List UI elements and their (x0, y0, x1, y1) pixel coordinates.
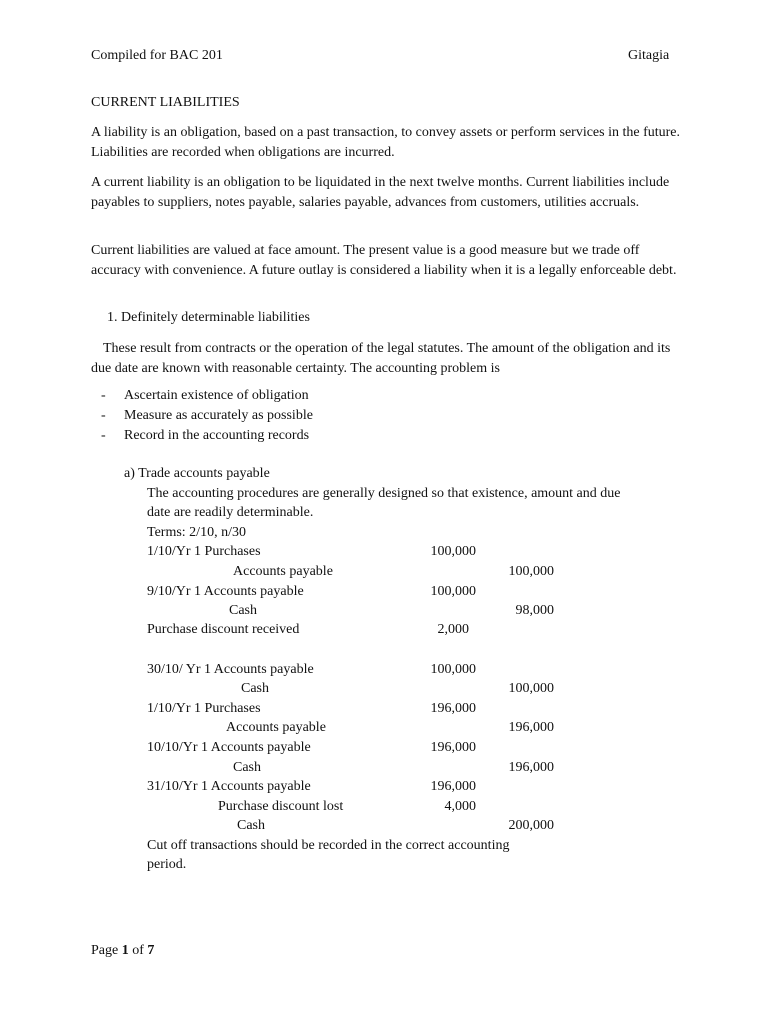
bullet-dash: - (101, 428, 106, 443)
bullet-dash: - (101, 388, 106, 403)
page-number (91, 943, 154, 959)
page-prefix: Page (91, 943, 122, 958)
journal-label: Accounts payable (226, 720, 326, 735)
journal-label: Accounts payable (233, 564, 333, 579)
journal-debit: 196,000 (430, 779, 476, 794)
journal-credit: 100,000 (508, 564, 554, 579)
journal-label: Purchase discount received (147, 622, 300, 637)
list-item: Measure as accurately as possible (124, 408, 313, 423)
bullet-dash: - (101, 408, 106, 423)
journal-debit: 100,000 (430, 544, 476, 559)
journal-debit: 196,000 (430, 740, 476, 755)
journal-label: Cash (237, 818, 265, 833)
journal-label: 1/10/Yr 1 Purchases (147, 701, 261, 716)
journal-label: 31/10/Yr 1 Accounts payable (147, 779, 311, 794)
page-mid: of (128, 943, 148, 958)
header-left: Compiled for BAC 201 (91, 48, 223, 63)
page-title: CURRENT LIABILITIES (91, 95, 240, 110)
subsection-text-line1: The accounting procedures are generally designed so that existence, amount and due (147, 486, 621, 501)
journal-credit: 196,000 (508, 720, 554, 735)
journal-debit: 4,000 (444, 799, 476, 814)
subsection-text-line2: date are readily determinable. (147, 505, 314, 520)
paragraph-valuation: Current liabilities are valued at face amount. The present value is a good measure but we trade off accuracy with convenience. A future outlay is considered a liability when it is a legally enforceable debt. (91, 243, 677, 278)
journal-label: 30/10/ Yr 1 Accounts payable (147, 662, 314, 677)
header-right: Gitagia (628, 48, 670, 63)
closing-text-line2: period. (147, 857, 187, 872)
journal-credit: 200,000 (508, 818, 554, 833)
list-item: Ascertain existence of obligation (124, 388, 309, 403)
journal-credit: 100,000 (508, 681, 554, 696)
journal-label: Cash (229, 603, 257, 618)
journal-debit: 2,000 (437, 622, 469, 637)
journal-label: Cash (241, 681, 269, 696)
page-current: 1 (121, 943, 129, 958)
subsection-heading: a) Trade accounts payable (124, 466, 270, 481)
journal-label: Cash (233, 760, 261, 775)
list-item: Record in the accounting records (124, 428, 310, 443)
journal-label: 1/10/Yr 1 Purchases (147, 544, 261, 559)
journal-label: Purchase discount lost (218, 799, 344, 814)
page-total: 7 (147, 943, 155, 958)
journal-debit: 196,000 (430, 701, 476, 716)
journal-credit: 196,000 (508, 760, 554, 775)
journal-credit: 98,000 (515, 603, 554, 618)
closing-text-line1: Cut off transactions should be recorded in the correct accounting (147, 838, 510, 853)
paragraph-current-liability: A current liability is an obligation to be liquidated in the next twelve months. Current liabilities include payables to suppliers, notes payable, salaries payable, advances from customers, utilities accruals. (91, 175, 670, 210)
journal-debit: 100,000 (430, 584, 476, 599)
paragraph-liability-definition: A liability is an obligation, based on a past transaction, to convey assets or perform services in the future. Liabilities are recorded when obligations are incurred. (91, 125, 681, 160)
journal-debit: 100,000 (430, 662, 476, 677)
section-intro: These result from contracts or the operation of the legal statutes. The amount of the obligation and its due date are known with reasonable certainty. The accounting problem is (91, 341, 671, 376)
section-heading: 1. Definitely determinable liabilities (107, 310, 310, 325)
journal-label: 9/10/Yr 1 Accounts payable (147, 584, 304, 599)
journal-label: 10/10/Yr 1 Accounts payable (147, 740, 311, 755)
terms-text: Terms: 2/10, n/30 (147, 525, 246, 540)
